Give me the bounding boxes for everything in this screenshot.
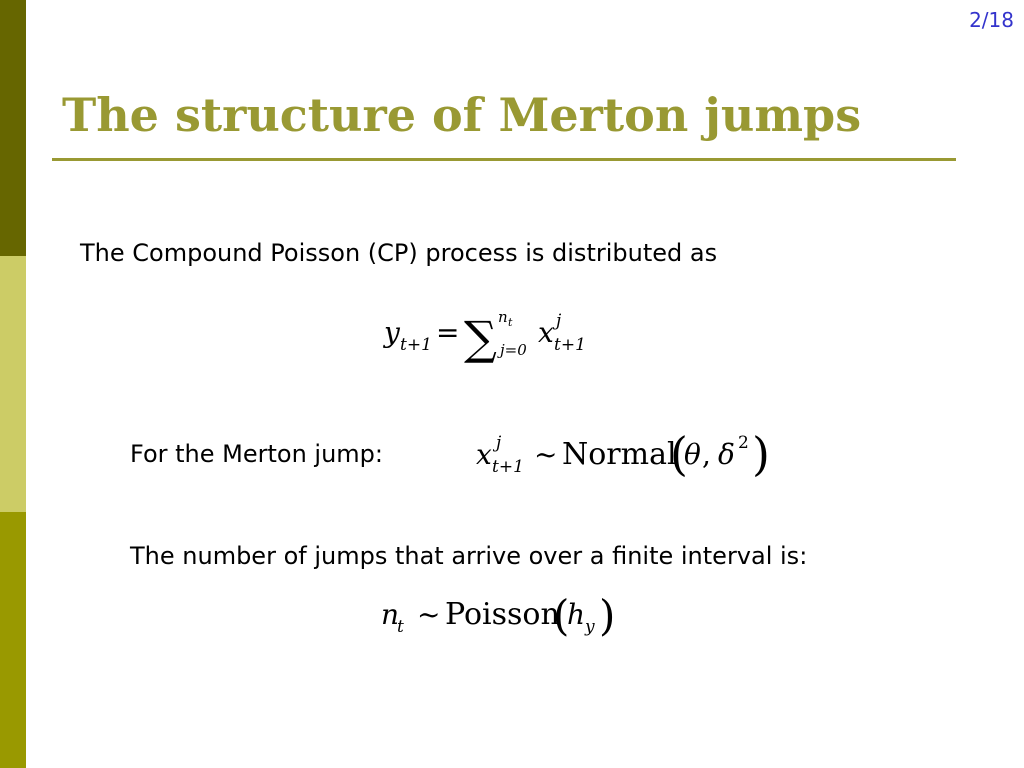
poisson-left-paren: (	[553, 591, 570, 640]
merton-equation-svg	[470, 420, 780, 490]
poisson-var: n	[381, 598, 400, 631]
cp-lhs: y	[384, 316, 400, 349]
cp-term-sub: t+1	[554, 335, 586, 355]
merton-delta: δ	[718, 438, 735, 471]
merton-theta: θ	[684, 438, 701, 471]
cp-upper-limit-sub: t	[508, 316, 513, 329]
slide-title: The structure of Merton jumps	[62, 88, 862, 142]
cp-term: x	[538, 316, 554, 349]
jumps-count-text: The number of jumps that arrive over a finite interval is:	[130, 542, 808, 570]
merton-var-sup: j	[496, 433, 502, 453]
cp-equation	[370, 300, 610, 374]
merton-distribution: Normal	[562, 437, 677, 472]
merton-tilde: ~	[534, 438, 558, 471]
poisson-arg: h	[567, 598, 586, 631]
poisson-var-sub: t	[397, 617, 404, 637]
cp-upper-limit: n	[498, 308, 508, 326]
merton-jump-label: For the Merton jump:	[130, 440, 383, 468]
left-accent-bar-top	[0, 0, 26, 256]
cp-term-sup: j	[556, 311, 562, 331]
left-accent-bar-middle	[0, 256, 26, 512]
poisson-equation-svg	[375, 584, 625, 644]
merton-comma: ,	[702, 438, 711, 471]
poisson-right-paren: )	[599, 591, 616, 640]
poisson-distribution: Poisson	[445, 597, 560, 632]
merton-var-sub: t+1	[492, 457, 524, 477]
merton-var: x	[476, 438, 492, 471]
poisson-equation	[375, 584, 625, 648]
left-accent-bar-bottom	[0, 512, 26, 768]
cp-lower-limit: j=0	[500, 341, 527, 359]
page-number: 2/18	[969, 8, 1014, 32]
cp-lhs-sub: t+1	[400, 335, 432, 355]
merton-left-paren: (	[670, 427, 688, 481]
cp-equation-svg	[370, 300, 610, 370]
cp-sum-symbol: ∑	[464, 311, 497, 365]
poisson-tilde: ~	[417, 598, 441, 631]
cp-description: The Compound Poisson (CP) process is distributed as	[80, 239, 718, 267]
title-underline	[52, 158, 956, 161]
merton-right-paren: )	[752, 427, 770, 481]
merton-equation	[470, 420, 780, 494]
cp-equals: =	[436, 316, 460, 349]
merton-delta-sup: 2	[738, 433, 749, 453]
poisson-arg-sub: y	[585, 617, 595, 637]
